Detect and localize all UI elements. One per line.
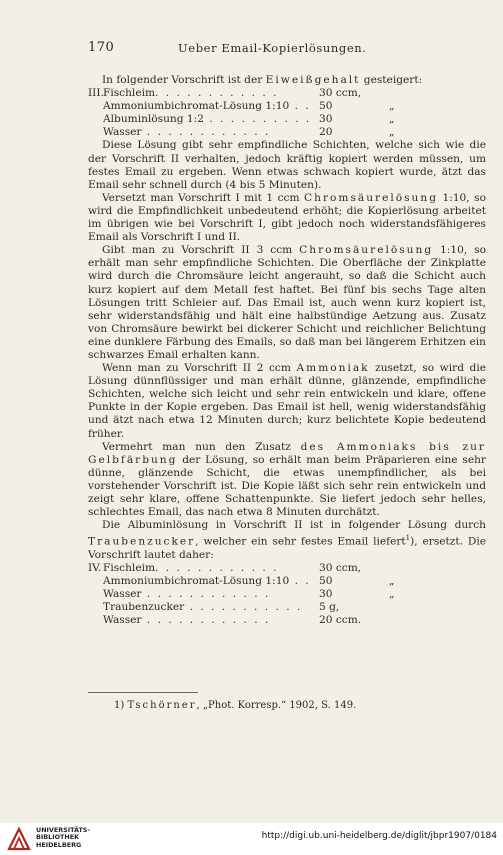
paragraph-5: [88, 362, 486, 441]
recipe-number: [88, 100, 103, 113]
recipe-line: [88, 575, 486, 588]
ingredient: [103, 562, 319, 575]
text-run: Versetzt man Vorschrift I mit 1 ccm: [102, 191, 305, 204]
ingredient: [103, 601, 319, 614]
page-header: [0, 40, 503, 58]
ditto-mark: [389, 614, 404, 627]
ingredient-name: Traubenzucker: [103, 601, 185, 614]
page-number: 170: [88, 40, 115, 55]
recipe-line: [88, 601, 486, 614]
recipe-line: [88, 87, 486, 100]
spaced-emphasis: Chromsäurelösung: [304, 191, 438, 204]
recipe-line: [88, 562, 486, 575]
ingredient: [103, 87, 319, 100]
ingredient-name: Fischleim: [103, 87, 156, 100]
ingredient-name: Ammoniumbichromat-Lösung 1:10: [103, 575, 290, 588]
recipe-line: [88, 126, 486, 139]
ingredient: [103, 588, 319, 601]
ditto-mark: „: [389, 588, 395, 601]
ingredient-amount: 30: [319, 113, 333, 126]
library-name-line: HEIDELBERG: [36, 840, 82, 849]
leader-dots: . . . . . . . . . . . .: [141, 126, 271, 139]
ditto-mark: [389, 87, 404, 100]
recipe-number: IV.: [88, 562, 102, 574]
spaced-emphasis: des Ammoniaks bis zur Gelbfärbung: [88, 440, 486, 466]
ditto-mark: „: [389, 126, 395, 139]
recipe-line: [88, 614, 486, 627]
recipe-number: [88, 601, 103, 614]
ingredient: [103, 575, 319, 588]
leader-dots: . . . . . . . . . . . .: [155, 562, 279, 574]
library-name: [36, 827, 90, 849]
text-run: ), ersetzt. Die Vorschrift lautet daher:: [88, 535, 486, 561]
ditto-mark: [389, 601, 404, 614]
ingredient-amount: 50: [319, 100, 333, 113]
library-name-line: BIBLIOTHEK: [36, 833, 80, 842]
ingredient-amount: 5 g,: [319, 601, 340, 614]
text-run: Die Albuminlösung in Vorschrift II ist in folgender Lösung durch: [102, 519, 486, 532]
paragraph-3: [88, 192, 486, 244]
paragraph-7: [88, 519, 486, 562]
paragraph-4: [88, 244, 486, 362]
leader-dots: . . . . . . . . . . .: [184, 601, 303, 614]
text-run: , welcher ein sehr festes Email liefert: [195, 535, 406, 548]
body-text: [88, 74, 486, 627]
text-run: der Lösung, so erhält man beim Präparieren eine sehr dünne, glänzende Schicht, die etwas unempfindlicher, als bei vorstehender Vorschrift ist. Die Kopie läßt sich sehr rein entwickeln und zeigt sehr klare, offene Schattenpunkte. Sie liefert jedoch sehr helles, schlechtes Email, das nach etwa 8 Minuten durchätzt.: [88, 453, 486, 519]
spaced-emphasis: Chromsäurelösung: [299, 244, 434, 257]
text-run: gesteigert:: [360, 74, 423, 86]
ingredient-name: Ammoniumbichromat-Lösung 1:10: [103, 100, 290, 113]
footnote-author: Tschörner: [127, 700, 197, 711]
leader-dots: . .: [289, 575, 311, 588]
source-url-link[interactable]: http://digi.ub.uni-heidelberg.de/diglit/jbpr1907/0184: [261, 831, 497, 841]
ditto-mark: „: [389, 100, 395, 113]
recipe-line: [88, 588, 486, 601]
ingredient: [103, 126, 319, 139]
ingredient-name: Wasser: [103, 126, 142, 139]
leader-dots: . . . . . . . . . . . .: [141, 588, 271, 601]
ingredient-amount: 30: [319, 588, 333, 601]
recipe-number: [88, 614, 103, 627]
university-library-logo-icon: [6, 826, 32, 852]
text-run: zusetzt, so wird die Lösung dünnflüssiger und man erhält dünne, glänzende, empfindliche Schichten, welche sich leicht und sehr rein entwickeln und klare, offene Punkte in der Kopie ergeben. Das Email ist hell, wenig widerstandsfähig und ätzt nach etwa 12 Minuten durch; kurz belichtete Kopie bedeutend früher.: [88, 362, 486, 440]
text-run: Vermehrt man nun den Zusatz: [102, 440, 301, 453]
recipe-number: [88, 575, 103, 588]
recipe-number: [88, 588, 103, 601]
leader-dots: . . . . . . . . . . . .: [141, 614, 271, 627]
library-name-line: UNIVERSITÄTS-: [36, 826, 91, 834]
ingredient: [103, 100, 319, 113]
ingredient-name: Wasser: [103, 614, 142, 627]
text-run: 1:10, so wird die Empfindlichkeit unbedeutend erhöht; die Kopierlösung arbeitet im übrigen wie bei Vorschrift I, gibt jedoch noch widerstandsfähigeres Email als Vorschrift I und II.: [88, 191, 486, 244]
footnote-mark: 1): [114, 700, 125, 711]
recipe-number: [88, 113, 103, 126]
ingredient-amount: 30 ccm,: [319, 562, 362, 574]
ingredient: [103, 614, 319, 627]
running-title: Ueber Email-Kopierlösungen.: [178, 41, 367, 55]
paragraph-2: Diese Lösung gibt sehr empfindliche Schichten, welche sich wie die der Vorschrift II verhalten, jedoch kräftig kopiert werden müssen, um festes Email zu ergeben. Wenn etwas schwach kopiert wurde, ätzt das Email sehr schnell durch (4 bis 5 Minuten).: [88, 139, 486, 191]
leader-dots: . .: [289, 100, 311, 113]
ingredient-amount: 30 ccm,: [319, 87, 362, 100]
footnote: [114, 700, 356, 711]
recipe-line: [88, 100, 486, 113]
ingredient-amount: 50: [319, 575, 333, 588]
ditto-mark: [389, 562, 404, 575]
leader-dots: . . . . . . . . . .: [203, 113, 312, 126]
ingredient-amount: 20: [319, 126, 333, 139]
ditto-mark: „: [389, 575, 395, 588]
paragraph-intro-recipe-3: [88, 74, 486, 87]
recipe-number: III.: [88, 87, 104, 100]
ingredient: [103, 113, 319, 126]
text-run: Gibt man zu Vorschrift II 3 ccm: [102, 244, 300, 257]
digital-library-footer: [0, 823, 503, 855]
spaced-emphasis: Traubenzucker: [88, 535, 196, 548]
text-run: In folgender Vorschrift ist der: [102, 74, 266, 86]
spaced-emphasis: Eiweißgehalt: [265, 74, 361, 86]
footnote-text: , „Phot. Korresp.“ 1902, S. 149.: [196, 700, 357, 711]
ingredient-name: Albuminlösung 1:2: [103, 113, 204, 126]
paragraph-6: [88, 441, 486, 520]
text-run: 1:10, so erhält man sehr empfindliche Schichten. Die Oberfläche der Zinkplatte wird durch die Chromsäure leicht angerauht, so daß die Schicht auch kurz kopiert auf dem Metall fest haftet. Bei fünf bis sechs Tage alten Lösungen tritt Schleier auf. Das Email ist, auch wenn kurz kopiert ist, sehr widerstandsfähig und hält eine halbstündige Aetzung aus. Zusatz von Chromsäure bewirkt bei dickerer Schicht und reichlicher Belichtung eine dunklere Färbung des Emails, so daß man bei längerem Erhitzen ein schwarzes Email erhalten kann.: [88, 244, 486, 361]
ditto-mark: „: [389, 113, 395, 126]
footnote-reference: 1: [405, 534, 411, 543]
ingredient-amount: 20 ccm.: [319, 614, 362, 627]
recipe-number: [88, 126, 103, 139]
text-run: Wenn man zu Vorschrift II 2 ccm: [102, 362, 297, 375]
footnote-rule: [88, 692, 198, 693]
recipe-line: [88, 113, 486, 126]
spaced-emphasis: Ammoniak: [296, 362, 370, 375]
leader-dots: . . . . . . . . . . . .: [155, 87, 279, 100]
ingredient-name: Fischleim: [103, 562, 156, 574]
recipe-iii: [88, 87, 486, 139]
recipe-iv: [88, 562, 486, 627]
ingredient-name: Wasser: [103, 588, 142, 601]
